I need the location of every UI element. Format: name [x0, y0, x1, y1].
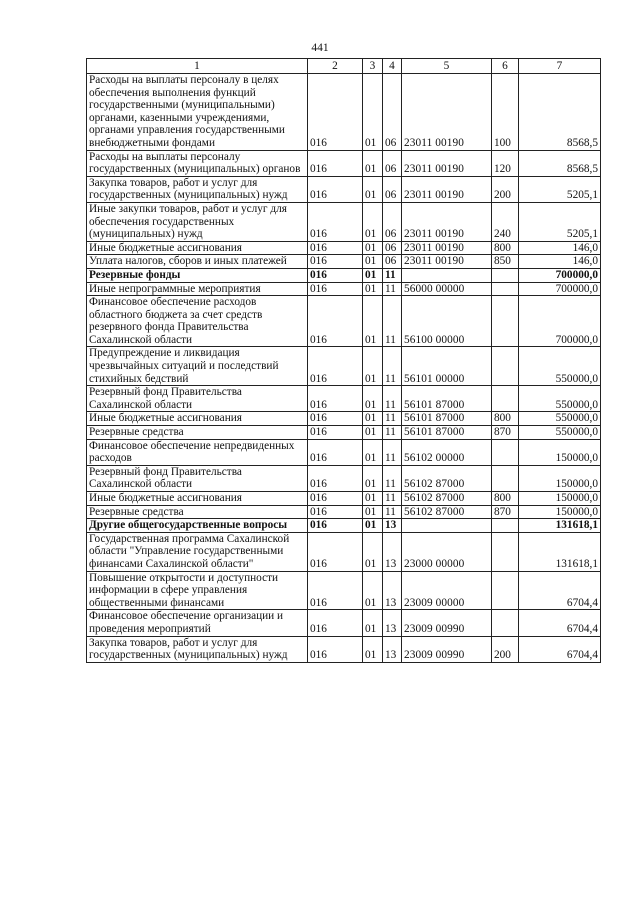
table-row: [87, 492, 601, 506]
section-code-cell: 01: [363, 296, 383, 347]
table-body: [87, 74, 601, 663]
target-article-code-cell: 56101 87000: [402, 386, 492, 412]
amount-cell: 150000,0: [519, 492, 601, 506]
subsection-code-cell: 11: [383, 386, 402, 412]
target-article-code-cell: 56101 87000: [402, 426, 492, 440]
amount-cell: 131618,1: [519, 519, 601, 533]
item-name-cell: Расходы на выплаты персоналу государственных (муниципальных) органов: [87, 150, 308, 176]
ministry-code-cell: 016: [308, 74, 363, 151]
section-code-cell: 01: [363, 439, 383, 465]
target-article-code-cell: 56101 00000: [402, 347, 492, 386]
ministry-code-cell: 016: [308, 610, 363, 636]
target-article-code-cell: 56102 87000: [402, 465, 492, 491]
table-row: [87, 282, 601, 296]
table-row: [87, 74, 601, 151]
table-row: [87, 268, 601, 282]
expense-type-code-cell: [492, 386, 519, 412]
subsection-code-cell: 13: [383, 610, 402, 636]
ministry-code-cell: 016: [308, 386, 363, 412]
item-name-cell: Резервные средства: [87, 426, 308, 440]
table-row: [87, 571, 601, 610]
expense-type-code-cell: [492, 532, 519, 571]
section-code-cell: 01: [363, 505, 383, 519]
section-code-cell: 01: [363, 571, 383, 610]
page-number: 441: [311, 42, 329, 54]
target-article-code-cell: 23011 00190: [402, 202, 492, 241]
ministry-code-cell: 016: [308, 241, 363, 255]
item-name-cell: Резервные средства: [87, 505, 308, 519]
amount-cell: 550000,0: [519, 347, 601, 386]
target-article-code-cell: 23009 00990: [402, 610, 492, 636]
subsection-code-cell: 11: [383, 492, 402, 506]
ministry-code-cell: 016: [308, 202, 363, 241]
item-name-cell: Финансовое обеспечение расходов областного бюджета за счет средств резервного фонда Правительства Сахалинской области: [87, 296, 308, 347]
amount-cell: 150000,0: [519, 465, 601, 491]
target-article-code-cell: 56102 87000: [402, 492, 492, 506]
ministry-code-cell: 016: [308, 636, 363, 662]
item-name-cell: Резервные фонды: [87, 268, 308, 282]
amount-cell: 700000,0: [519, 268, 601, 282]
item-name-cell: Резервный фонд Правительства Сахалинской области: [87, 465, 308, 491]
ministry-code-cell: 016: [308, 439, 363, 465]
expense-type-code-cell: [492, 296, 519, 347]
item-name-cell: Финансовое обеспечение непредвиденных расходов: [87, 439, 308, 465]
ministry-code-cell: 016: [308, 505, 363, 519]
target-article-code-cell: 23009 00000: [402, 571, 492, 610]
section-code-cell: 01: [363, 426, 383, 440]
expense-type-code-cell: 850: [492, 255, 519, 269]
subsection-code-cell: 06: [383, 255, 402, 269]
item-name-cell: Иные закупки товаров, работ и услуг для обеспечения государственных (муниципальных) нужд: [87, 202, 308, 241]
table-row: [87, 532, 601, 571]
expense-type-code-cell: [492, 610, 519, 636]
table-row: [87, 426, 601, 440]
target-article-code-cell: 23009 00990: [402, 636, 492, 662]
amount-cell: 5205,1: [519, 202, 601, 241]
item-name-cell: Другие общегосударственные вопросы: [87, 519, 308, 533]
amount-cell: 700000,0: [519, 282, 601, 296]
ministry-code-cell: 016: [308, 412, 363, 426]
subsection-code-cell: 11: [383, 296, 402, 347]
amount-cell: 8568,5: [519, 150, 601, 176]
section-code-cell: 01: [363, 386, 383, 412]
subsection-code-cell: 06: [383, 202, 402, 241]
item-name-cell: Расходы на выплаты персоналу в целях обеспечения выполнения функций государственными (муниципальными) органами, казенными учреждениями, органами управления государственными внебюджетными фондами: [87, 74, 308, 151]
table-row: [87, 150, 601, 176]
table-row: [87, 347, 601, 386]
budget-table: [86, 58, 601, 663]
col-header-6: 6: [492, 59, 519, 74]
section-code-cell: 01: [363, 202, 383, 241]
subsection-code-cell: 06: [383, 176, 402, 202]
target-article-code-cell: 56100 00000: [402, 296, 492, 347]
expense-type-code-cell: 200: [492, 176, 519, 202]
col-header-1: 1: [87, 59, 308, 74]
item-name-cell: Иные бюджетные ассигнования: [87, 492, 308, 506]
col-header-7: 7: [519, 59, 601, 74]
ministry-code-cell: 016: [308, 571, 363, 610]
subsection-code-cell: 06: [383, 74, 402, 151]
item-name-cell: Закупка товаров, работ и услуг для государственных (муниципальных) нужд: [87, 636, 308, 662]
table-row: [87, 636, 601, 662]
target-article-code-cell: 23011 00190: [402, 176, 492, 202]
expense-type-code-cell: [492, 571, 519, 610]
section-code-cell: 01: [363, 636, 383, 662]
section-code-cell: 01: [363, 74, 383, 151]
section-code-cell: 01: [363, 282, 383, 296]
section-code-cell: 01: [363, 610, 383, 636]
amount-cell: 131618,1: [519, 532, 601, 571]
subsection-code-cell: 11: [383, 347, 402, 386]
expense-type-code-cell: [492, 519, 519, 533]
amount-cell: 6704,4: [519, 610, 601, 636]
subsection-code-cell: 11: [383, 465, 402, 491]
item-name-cell: Уплата налогов, сборов и иных платежей: [87, 255, 308, 269]
table-row: [87, 386, 601, 412]
section-code-cell: 01: [363, 347, 383, 386]
expense-type-code-cell: [492, 268, 519, 282]
amount-cell: 150000,0: [519, 439, 601, 465]
amount-cell: 146,0: [519, 255, 601, 269]
expense-type-code-cell: 870: [492, 505, 519, 519]
amount-cell: 150000,0: [519, 505, 601, 519]
ministry-code-cell: 016: [308, 268, 363, 282]
subsection-code-cell: 11: [383, 426, 402, 440]
section-code-cell: 01: [363, 241, 383, 255]
amount-cell: 550000,0: [519, 412, 601, 426]
section-code-cell: 01: [363, 150, 383, 176]
item-name-cell: Иные бюджетные ассигнования: [87, 412, 308, 426]
table-row: [87, 255, 601, 269]
ministry-code-cell: 016: [308, 347, 363, 386]
table-row: [87, 465, 601, 491]
ministry-code-cell: 016: [308, 426, 363, 440]
ministry-code-cell: 016: [308, 532, 363, 571]
amount-cell: 550000,0: [519, 426, 601, 440]
header-row: [87, 59, 601, 74]
ministry-code-cell: 016: [308, 492, 363, 506]
expense-type-code-cell: [492, 439, 519, 465]
subsection-code-cell: 06: [383, 150, 402, 176]
expense-type-code-cell: [492, 347, 519, 386]
ministry-code-cell: 016: [308, 519, 363, 533]
subsection-code-cell: 13: [383, 532, 402, 571]
amount-cell: 6704,4: [519, 571, 601, 610]
item-name-cell: Государственная программа Сахалинской области "Управление государственными финансами Сахалинской области": [87, 532, 308, 571]
expense-type-code-cell: 800: [492, 241, 519, 255]
amount-cell: 5205,1: [519, 176, 601, 202]
table-row: [87, 505, 601, 519]
col-header-3: 3: [363, 59, 383, 74]
item-name-cell: Предупреждение и ликвидация чрезвычайных ситуаций и последствий стихийных бедствий: [87, 347, 308, 386]
col-header-5: 5: [402, 59, 492, 74]
table-row: [87, 439, 601, 465]
item-name-cell: Повышение открытости и доступности информации в сфере управления общественными финансами: [87, 571, 308, 610]
table-row: [87, 519, 601, 533]
expense-type-code-cell: 800: [492, 412, 519, 426]
section-code-cell: 01: [363, 255, 383, 269]
subsection-code-cell: 06: [383, 241, 402, 255]
table-row: [87, 610, 601, 636]
item-name-cell: Закупка товаров, работ и услуг для государственных (муниципальных) нужд: [87, 176, 308, 202]
item-name-cell: Резервный фонд Правительства Сахалинской области: [87, 386, 308, 412]
subsection-code-cell: 11: [383, 439, 402, 465]
ministry-code-cell: 016: [308, 255, 363, 269]
expense-type-code-cell: 870: [492, 426, 519, 440]
target-article-code-cell: 23000 00000: [402, 532, 492, 571]
ministry-code-cell: 016: [308, 176, 363, 202]
section-code-cell: 01: [363, 532, 383, 571]
item-name-cell: Иные бюджетные ассигнования: [87, 241, 308, 255]
section-code-cell: 01: [363, 268, 383, 282]
target-article-code-cell: 23011 00190: [402, 150, 492, 176]
ministry-code-cell: 016: [308, 150, 363, 176]
expense-type-code-cell: 100: [492, 74, 519, 151]
ministry-code-cell: 016: [308, 282, 363, 296]
table-row: [87, 412, 601, 426]
amount-cell: 8568,5: [519, 74, 601, 151]
amount-cell: 146,0: [519, 241, 601, 255]
expense-type-code-cell: [492, 465, 519, 491]
subsection-code-cell: 11: [383, 505, 402, 519]
amount-cell: 6704,4: [519, 636, 601, 662]
expense-type-code-cell: 200: [492, 636, 519, 662]
target-article-code-cell: 23011 00190: [402, 241, 492, 255]
item-name-cell: Иные непрограммные мероприятия: [87, 282, 308, 296]
ministry-code-cell: 016: [308, 465, 363, 491]
subsection-code-cell: 13: [383, 571, 402, 610]
target-article-code-cell: 23011 00190: [402, 255, 492, 269]
section-code-cell: 01: [363, 465, 383, 491]
col-header-2: 2: [308, 59, 363, 74]
subsection-code-cell: 11: [383, 282, 402, 296]
section-code-cell: 01: [363, 176, 383, 202]
target-article-code-cell: 56102 87000: [402, 505, 492, 519]
table-row: [87, 296, 601, 347]
target-article-code-cell: [402, 268, 492, 282]
table-row: [87, 202, 601, 241]
col-header-4: 4: [383, 59, 402, 74]
table-row: [87, 176, 601, 202]
expense-type-code-cell: 800: [492, 492, 519, 506]
target-article-code-cell: 56102 00000: [402, 439, 492, 465]
subsection-code-cell: 11: [383, 412, 402, 426]
target-article-code-cell: 56000 00000: [402, 282, 492, 296]
section-code-cell: 01: [363, 519, 383, 533]
expense-type-code-cell: [492, 282, 519, 296]
ministry-code-cell: 016: [308, 296, 363, 347]
target-article-code-cell: 23011 00190: [402, 74, 492, 151]
section-code-cell: 01: [363, 492, 383, 506]
section-code-cell: 01: [363, 412, 383, 426]
amount-cell: 550000,0: [519, 386, 601, 412]
item-name-cell: Финансовое обеспечение организации и проведения мероприятий: [87, 610, 308, 636]
expense-type-code-cell: 120: [492, 150, 519, 176]
target-article-code-cell: 56101 87000: [402, 412, 492, 426]
subsection-code-cell: 11: [383, 268, 402, 282]
table-row: [87, 241, 601, 255]
target-article-code-cell: [402, 519, 492, 533]
amount-cell: 700000,0: [519, 296, 601, 347]
expense-type-code-cell: 240: [492, 202, 519, 241]
subsection-code-cell: 13: [383, 636, 402, 662]
subsection-code-cell: 13: [383, 519, 402, 533]
